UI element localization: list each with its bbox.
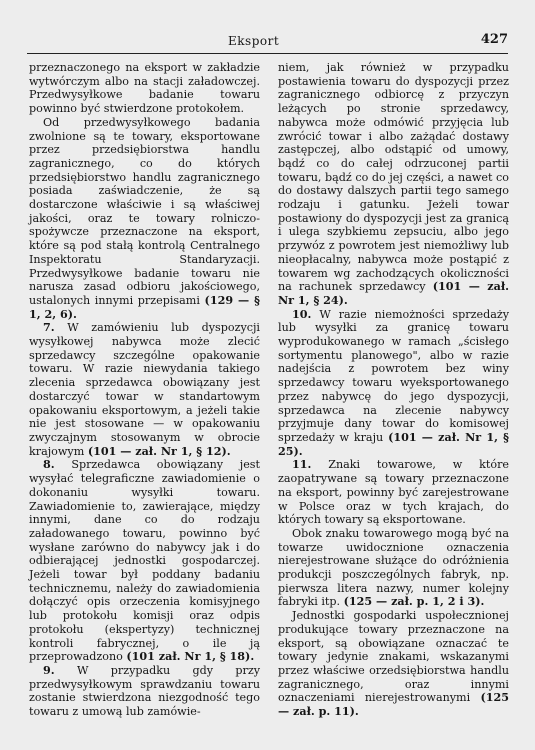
paragraph-text: W przypadku gdy przy przedwysyłkowym sprawdzaniu towaru zostanie stwierdzona niezgodność tego towaru z umową lub zamówie- (29, 663, 261, 719)
paragraph (29, 458, 260, 664)
paragraph-text: Znaki towarowe, w które zaopatrywane są towary przeznaczone na eksport, powinny być zarejestrowane w Polsce oraz w tych krajach, do których towary są eksportowane. (278, 458, 510, 527)
paragraph (278, 61, 509, 308)
legal-reference: (125 — zał. p. 11). (278, 691, 509, 719)
paragraph-number: 7. (43, 321, 55, 335)
legal-reference: (101 — zał. Nr 1, § 24). (278, 280, 509, 307)
right-text-column (278, 61, 509, 719)
legal-reference: (125 — zał. p. 1, 2 i 3). (343, 595, 485, 609)
paragraph (278, 308, 509, 459)
paragraph-number: 8. (43, 458, 55, 472)
paragraph-number: 10. (292, 307, 312, 321)
legal-reference: (129 — § 1, 2, 6). (29, 293, 261, 321)
paragraph (278, 609, 509, 719)
paragraph-text: przeznaczonego na eksport w zakładzie wytwórczym albo na stacji załadowczej. Przedwysyłkowe badanie towaru powinno być stwierdzone protokołem. (29, 61, 260, 116)
legal-reference: (101 — zał. Nr 1, § 12). (87, 444, 231, 458)
paragraph-text: W razie niemożności sprzedaży lub wysyłki za granicę towaru wyprodukowanego w ramach „ścisłego sortymentu planowego", albo w razie nadejścia z powrotem bez winy sprzedawcy towaru wyeksportowanego przez nabywcę do jego dyspozycji, sprzedawca na zlecenie nabywcy przyjmuje dany towar do komisowej sprzedaży w kraju (278, 307, 510, 444)
paragraph-number: 11. (292, 458, 312, 472)
page-number: 427 (480, 32, 508, 47)
paragraph (29, 116, 260, 322)
header-rule (27, 53, 508, 54)
paragraph-text: W zamówieniu lub dyspozycji wysyłkowej nabywca może zlecić sprzedawcy szczególne opakowanie towaru. W razie niewydania takiego zlecenia sprzedawca obowiązany jest dostarczyć towar w standartowym opakowaniu eksportowym, a jeżeli takie nie jest stosowane — w opakowaniu zwyczajnym stosowanym w obrocie krajowym (29, 321, 260, 458)
paragraph (29, 664, 260, 719)
running-header-title: Eksport (228, 34, 280, 48)
paragraph-text: niem, jak również w przypadku postawienia towaru do dyspozycji przez zagranicznego odbiorcę z przyczyn leżących po stronie sprzedawcy, nabywca może odmówić przyjęcia lub zwrócić towar i albo zażądać dostawy zastępczej, albo odstąpić od umowy, bądź co do całej odrzuconej partii towaru, bądź co do jej części, a nawet co do dostawy dalszych partii tego samego rodzaju i gatunku. Jeżeli towar postawiony do dyspozycji jest za granicą i ulega szybkiemu zepsuciu, albo jego przywóz z powrotem jest niemożliwy lub nieopłacalny, nabywca może postąpić z towarem wg zachodzących okoliczności na rachunek sprzedawcy (278, 61, 509, 294)
paragraph-number: 9. (43, 663, 55, 677)
paragraph-text: Sprzedawca obowiązany jest wysyłać telegraficzne zawiadomienie o dokonaniu wysyłki towaru. Zawiadomienie to, zawierające, między innymi, dane co do rodzaju załadowanego towaru, powinno być wysłane zarówno do nabywcy jak i do odbierającej jednostki gospodarczej. Jeżeli towar był poddany badaniu technicznemu, należy do zawiadomienia dołączyć opis orzeczenia komisyjnego lub protokołu komisji oraz odpis protokołu (ekspertyzy) technicznej kontroli fabrycznej, o ile ją przeprowadzono (29, 458, 260, 664)
legal-reference: (101 — zał. Nr 1, § 25). (278, 430, 509, 458)
left-text-column (29, 61, 260, 719)
paragraph-text: Od przedwysyłkowego badania zwolnione są te towary, eksportowane przez przedsiębiorstwa handlu zagranicznego, co do których przedsiębiorstwo handlu zagranicznego posiada zaświadczenie, że są dostarczone właściwie i są właściwej jakości, oraz te towary rolniczo-spożywcze przeznaczone na eksport, które są pod stałą kontrolą Centralnego Inspektoratu Standaryzacji. Przedwysyłkowe badanie towaru nie narusza zasad odbioru jakościowego, ustalonych innymi przepisami (29, 115, 260, 307)
paragraph (278, 458, 509, 527)
paragraph (278, 527, 509, 609)
paragraph-text: Obok znaku towarowego mogą być na towarze uwidocznione oznaczenia nierejestrowane służące do odróżnienia produkcji poszczególnych fabryk, np. pierwsza litera nazwy, numer kolejny fabryki itp. (278, 526, 509, 609)
paragraph (29, 61, 260, 116)
legal-reference: (101 zał. Nr 1, § 18). (126, 650, 255, 664)
paragraph-text: Jednostki gospodarki uspołecznionej produkujące towary przeznaczone na eksport, są obowiązane oznaczać te towary jedynie znakami, wskazanymi przez właściwe orzedsiębiorstwa handlu zagranicznego, oraz innymi oznaczeniami nierejestrowanymi (278, 609, 509, 705)
paragraph (29, 321, 260, 458)
